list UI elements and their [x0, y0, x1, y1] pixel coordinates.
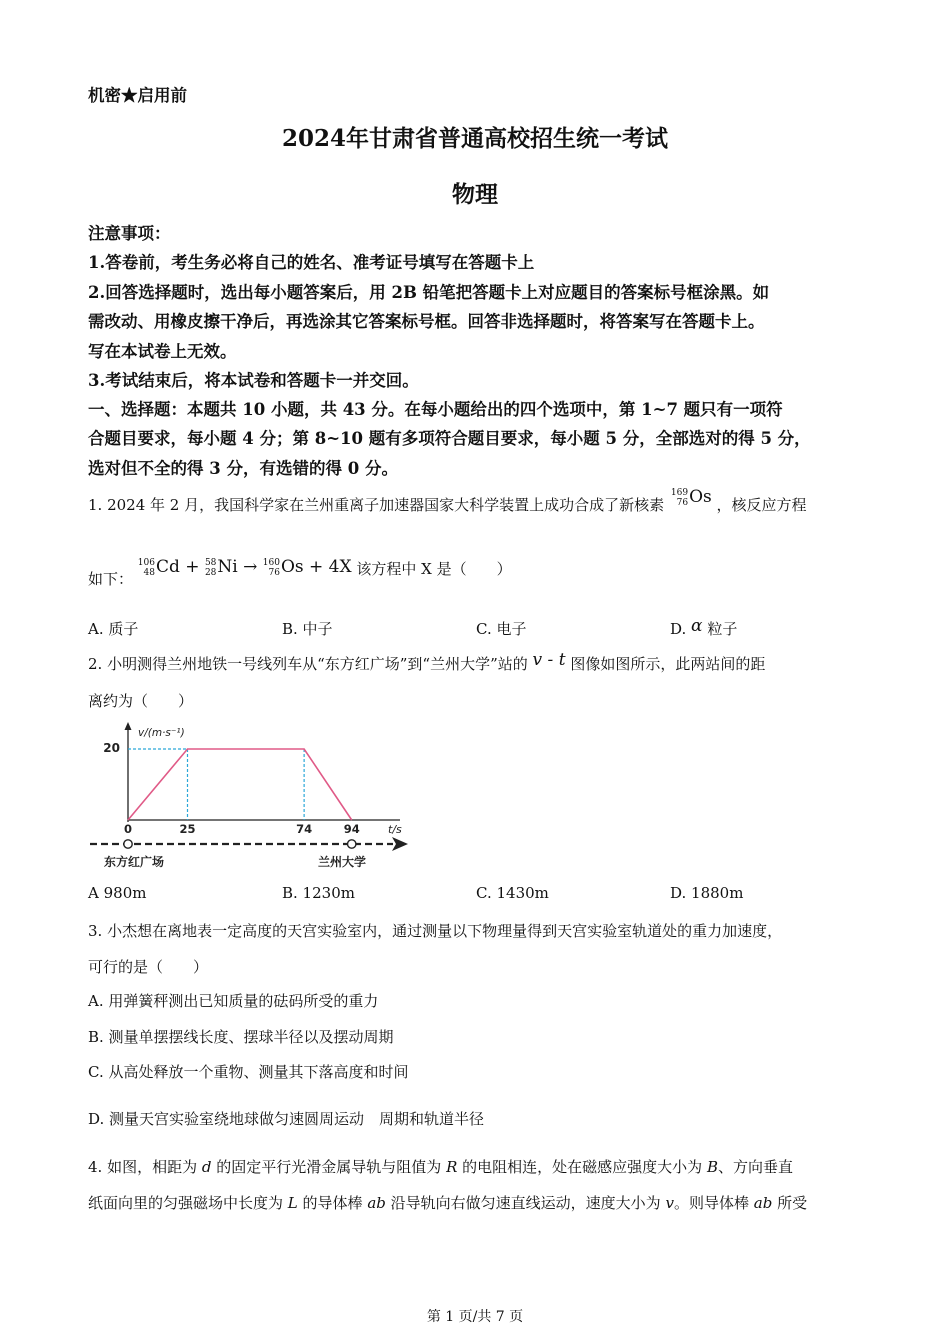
- notes-heading: 注意事项：: [88, 224, 171, 243]
- q4-text-h: 。则导体棒: [673, 1194, 749, 1212]
- plus-sign: +: [185, 557, 200, 577]
- x-tick-labels: [124, 822, 360, 836]
- q3-stem-line1: 3. 小杰想在离地表一定高度的天宫实验室内，通过测量以下物理量得到天宫实验室轨道处的重力加速度，: [88, 922, 783, 940]
- station-start-label: 东方红广场: [104, 855, 165, 869]
- ni-mass-number: 58: [204, 557, 217, 568]
- station-end-label: 兰州大学: [318, 855, 367, 869]
- q1-option-c: C. 电子: [476, 620, 527, 638]
- ni-symbol: Ni: [217, 557, 238, 577]
- q3-option-c: C. 从高处释放一个重物、测量其下落高度和时间: [88, 1063, 409, 1081]
- q4-text-b: 的固定平行光滑金属导轨与阻值为: [216, 1158, 442, 1176]
- os-symbol: Os: [280, 557, 304, 577]
- cd-atomic-number: 48: [143, 567, 155, 578]
- nuclide-os-169: [670, 487, 712, 516]
- track-arrow: [392, 837, 408, 851]
- section-1-line1: 一、选择题：本题共 10 小题，共 43 分。在每小题给出的四个选项中，第 1~7 题只有一项符: [88, 400, 783, 419]
- alpha-symbol: α: [691, 616, 703, 636]
- var-d: d: [201, 1158, 212, 1176]
- q2-stem-line1: [88, 650, 766, 674]
- q2-option-c: C. 1430m: [476, 884, 549, 902]
- q1-stem-a: 1. 2024 年 2 月，我国科学家在兰州重离子加速器国家大科学装置上成功合成了新核素: [88, 496, 665, 514]
- q4-text-c: 的电阻相连，处在磁感应强度大小为: [462, 1158, 703, 1176]
- note-2-line3: 写在本试卷上无效。: [88, 342, 237, 361]
- station-end-marker: [348, 840, 356, 848]
- note-2-line1: 2.回答选择题时，选出每小题答案后，用 2B 铅笔把答题卡上对应题目的答案标号框涂黑。如: [88, 283, 770, 302]
- q1-equation-line: [88, 556, 512, 588]
- x-tick-label-0: 0: [123, 822, 133, 836]
- cd-mass-number: 106: [137, 557, 155, 568]
- os-atomic-number: 76: [268, 567, 280, 578]
- var-ab: ab: [367, 1194, 386, 1212]
- nuclide-symbol: Os: [689, 487, 712, 507]
- q4-text-g: 沿导轨向右做匀速直线运动，速度大小为: [390, 1194, 661, 1212]
- confidential-mark: 机密★启用前: [88, 86, 187, 105]
- velocity-series-line: [128, 749, 352, 820]
- y-tick-label: 20: [103, 741, 120, 755]
- q2-option-b: B. 1230m: [282, 884, 355, 902]
- q4-text-e: 纸面向里的匀强磁场中长度为: [88, 1194, 284, 1212]
- q2-stem-line2: 离约为（ ）: [88, 692, 194, 710]
- note-2-line2: 需改动、用橡皮擦干净后，再选涂其它答案标号框。回答非选择题时，将答案写在答题卡上。: [88, 312, 765, 331]
- x-axis-label: t/s: [388, 823, 402, 836]
- y-axis-arrow: [125, 722, 132, 730]
- q1-stem-b: ，核反应方程: [716, 496, 807, 514]
- q1-option-b: B. 中子: [282, 620, 333, 638]
- q1-suffix: 该方程中 X 是（ ）: [356, 560, 512, 578]
- var-B: B: [706, 1158, 718, 1176]
- exam-title: 2024年甘肃省普通高校招生统一考试: [281, 125, 668, 152]
- nuclide-atomic-number: 76: [676, 497, 689, 508]
- subject-title: 物理: [452, 181, 498, 208]
- q2-stem-b: 图像如图所示，此两站间的距: [570, 655, 766, 673]
- x-tick-label-25: 25: [179, 822, 196, 836]
- equation-rest: + 4X: [309, 557, 352, 577]
- q2-stem-a: 2. 小明测得兰州地铁一号线列车从“东方红广场”到“兰州大学”站的: [88, 655, 528, 673]
- q3-stem-line2: 可行的是（ ）: [88, 958, 209, 976]
- page-footer: 第 1 页/共 7 页: [426, 1309, 524, 1325]
- os-mass-number: 160: [262, 557, 280, 568]
- q3-option-b: B. 测量单摆摆线长度、摆球半径以及摆动周期: [88, 1028, 394, 1046]
- q4-text-i: 所受: [777, 1194, 808, 1212]
- x-tick-label-74: 74: [296, 822, 313, 836]
- var-L: L: [287, 1194, 298, 1212]
- vt-graph: [88, 722, 410, 874]
- q1-stem-line1: [88, 487, 807, 516]
- q1-option-d-label: D.: [670, 620, 687, 638]
- q2-option-a: A 980m: [88, 884, 147, 902]
- cd-symbol: Cd: [155, 557, 180, 577]
- q1-option-d: [670, 618, 737, 639]
- q4-text-d: 、方向垂直: [717, 1158, 793, 1176]
- y-axis-label: v/(m·s⁻¹): [138, 727, 185, 739]
- section-1-line3: 选对但不全的得 3 分，有选错的得 0 分。: [88, 459, 398, 478]
- q1-option-d-tail: 粒子: [707, 620, 738, 638]
- var-v: v: [665, 1194, 674, 1212]
- section-1-line2: 合题目要求，每小题 4 分；第 8~10 题有多项符合题目要求，每小题 5 分，全部选对的得 5 分，: [88, 429, 811, 448]
- note-1: 1.答卷前，考生务必将自己的姓名、准考证号填写在答题卡上: [88, 253, 535, 272]
- q4-text-a: 4. 如图，相距为: [88, 1158, 198, 1176]
- station-start-marker: [124, 840, 132, 848]
- reaction-equation: [138, 557, 352, 578]
- q2-option-d: D. 1880m: [670, 884, 744, 902]
- x-tick-label-94: 94: [343, 822, 360, 836]
- var-R: R: [446, 1158, 458, 1176]
- q4-text-f: 的导体棒: [302, 1194, 363, 1212]
- q4-stem-line2: [88, 1192, 807, 1213]
- vt-symbol: v - t: [532, 650, 566, 670]
- q3-option-d: D. 测量天宫实验室绕地球做匀速圆周运动 周期和轨道半径: [88, 1110, 485, 1128]
- reaction-arrow: →: [243, 557, 258, 577]
- q1-prefix: 如下：: [88, 570, 134, 588]
- var-ab-2: ab: [753, 1194, 773, 1212]
- q4-stem-line1: [88, 1156, 793, 1177]
- nuclide-mass-number: 169: [670, 487, 689, 498]
- note-3: 3.考试结束后，将本试卷和答题卡一并交回。: [88, 371, 419, 390]
- q1-option-a: A. 质子: [88, 620, 139, 638]
- q3-option-a: A. 用弹簧秤测出已知质量的砝码所受的重力: [88, 992, 379, 1010]
- ni-atomic-number: 28: [204, 567, 217, 578]
